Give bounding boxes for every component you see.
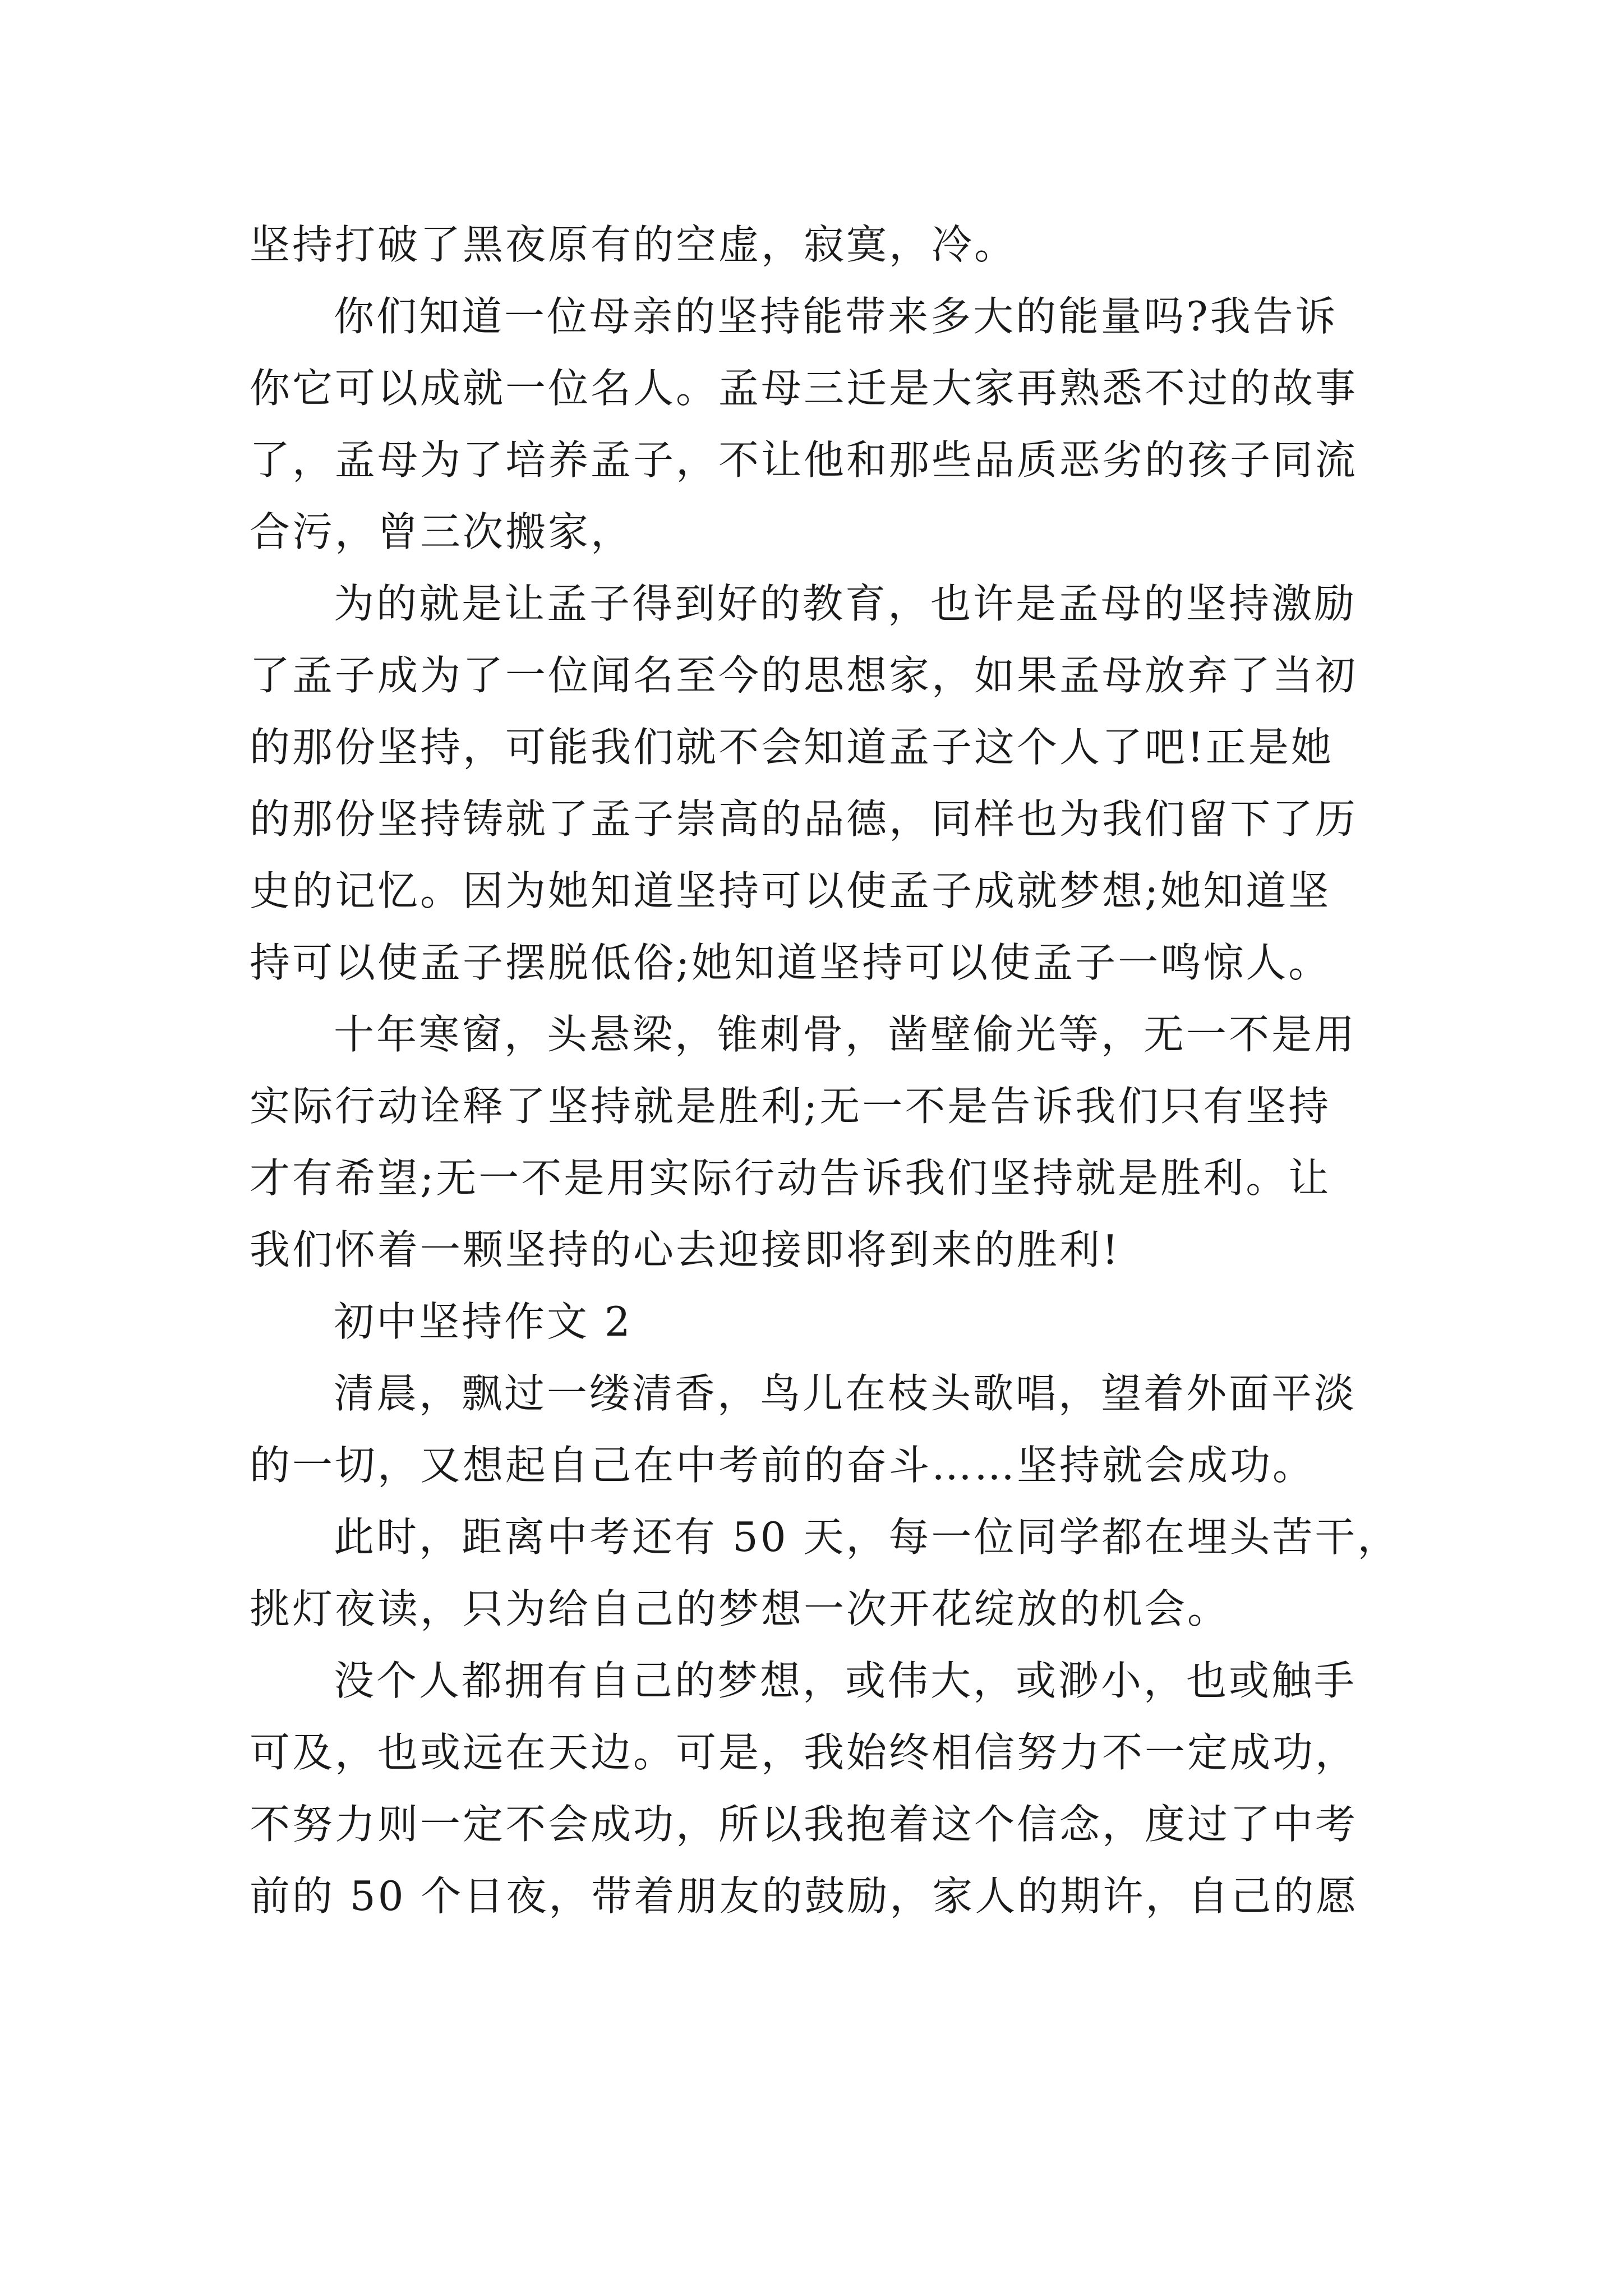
section-heading: [250, 1286, 1394, 1358]
text-line: 你它可以成就一位名人。孟母三迁是大家再熟悉不过的故事: [250, 365, 1358, 412]
text-line: 不努力则一定不会成功，所以我抱着这个信念，度过了中考: [250, 1801, 1358, 1848]
text-line: 史的记忆。因为她知道坚持可以使孟子成就梦想;她知道坚: [250, 867, 1331, 914]
text-line: 的那份坚持，可能我们就不会知道孟子这个人了吧!正是她: [250, 724, 1334, 771]
paragraph-4: [250, 999, 1394, 1286]
section-title: 初中坚持作文 2: [334, 1298, 633, 1345]
text-line: 实际行动诠释了坚持就是胜利;无一不是告诉我们只有坚持: [250, 1083, 1331, 1130]
text-line: 了，孟母为了培养孟子，不让他和那些品质恶劣的孩子同流: [250, 436, 1358, 484]
text-line: 前的 50 个日夜，带着朋友的鼓励，家人的期许，自己的愿: [250, 1872, 1359, 1920]
text-line: 没个人都拥有自己的梦想，或伟大，或渺小，也或触手: [334, 1657, 1357, 1704]
text-line: 你们知道一位母亲的坚持能带来多大的能量吗?我告诉: [334, 293, 1338, 340]
paragraph-3: [250, 568, 1394, 999]
text-line: 可及，也或远在天边。可是，我始终相信努力不一定成功，: [250, 1729, 1358, 1776]
paragraph-7: [250, 1501, 1400, 1645]
text-line: 的一切，又想起自己在中考前的奋斗……坚持就会成功。: [250, 1442, 1316, 1489]
paragraph-2: [250, 280, 1394, 568]
text-line: 为的就是让孟子得到好的教育，也许是孟母的坚持激励: [334, 580, 1357, 627]
text-line: 才有希望;无一不是用实际行动告诉我们坚持就是胜利。让: [250, 1154, 1331, 1202]
paragraph-8: [250, 1645, 1394, 1932]
document-body: [250, 209, 1400, 1932]
text-line: 十年寒窗，头悬梁，锥刺骨，凿壁偷光等，无一不是用: [334, 1011, 1357, 1058]
text-line: 我们怀着一颗坚持的心去迎接即将到来的胜利!: [250, 1226, 1121, 1273]
text-line: 坚持打破了黑夜原有的空虚，寂寞，冷。: [250, 221, 1017, 268]
paragraph-6: [250, 1358, 1394, 1501]
paragraph-1: [250, 209, 1394, 280]
text-line: 持可以使孟子摆脱低俗;她知道坚持可以使孟子一鸣惊人。: [250, 939, 1331, 986]
text-line: 挑灯夜读，只为给自己的梦想一次开花绽放的机会。: [250, 1585, 1230, 1632]
text-line: 此时，距离中考还有 50 天，每一位同学都在埋头苦干，: [334, 1513, 1400, 1561]
text-line: 的那份坚持铸就了孟子崇高的品德，同样也为我们留下了历: [250, 795, 1358, 843]
text-line: 了孟子成为了一位闻名至今的思想家，如果孟母放弃了当初: [250, 652, 1358, 699]
text-line: 清晨，飘过一缕清香，鸟儿在枝头歌唱，望着外面平淡: [334, 1370, 1357, 1417]
text-line: 合污，曾三次搬家，: [250, 508, 634, 555]
